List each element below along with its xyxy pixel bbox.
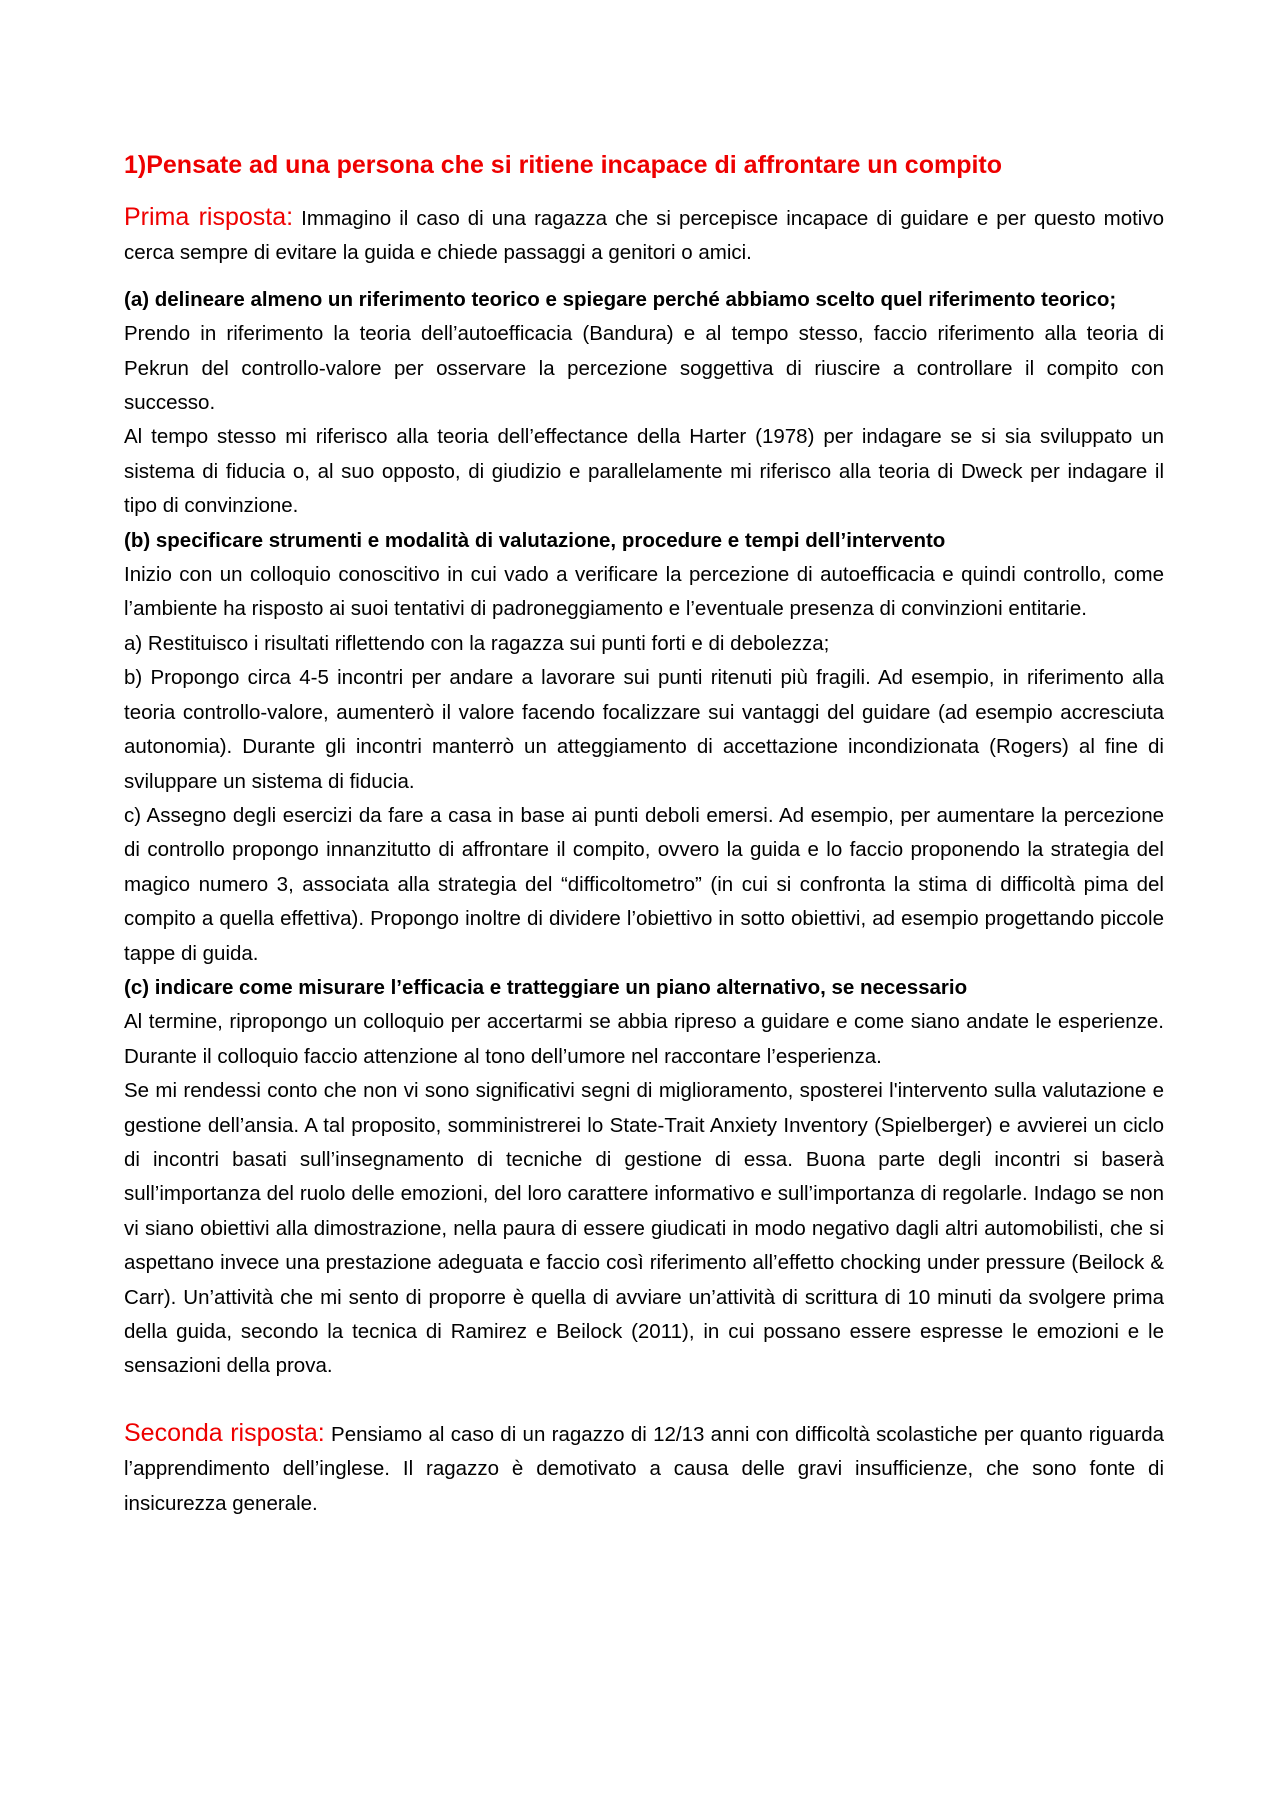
- first-answer-label: Prima risposta:: [124, 203, 294, 231]
- section-c-heading: (c) indicare come misurare l’efficacia e tratteggiare un piano alternativo, se necessario: [124, 975, 968, 999]
- section-a-heading: (a) delineare almeno un riferimento teorico e spiegare perché abbiamo scelto quel riferimento teorico;: [124, 287, 1117, 311]
- section-b-item-b: b) Propongo circa 4-5 incontri per andare a lavorare sui punti ritenuti più fragili. Ad esempio, in riferimento alla teoria controllo-valore, aumenterò il valore facendo focalizzare sui vantaggi del guidare (ad esempio accresciuta autonomia). Durante gli incontri manterrò un atteggiamento di accettazione incondizionata (Rogers) al fine di sviluppare un sistema di fiducia.: [124, 666, 1164, 793]
- first-answer-intro-text: Immagino il caso di una ragazza che si percepisce incapace di guidare e per questo motivo cerca sempre di evitare la guida e chiede passaggi a genitori o amici.: [124, 207, 1164, 265]
- section-a-paragraph-1: Prendo in riferimento la teoria dell’autoefficacia (Bandura) e al tempo stesso, faccio riferimento alla teoria di Pekrun del controllo-valore per osservare la percezione soggettiva di riuscire a controllare il compito con successo.: [124, 322, 1164, 415]
- second-answer-intro-text: Pensiamo al caso di un ragazzo di 12/13 anni con difficoltà scolastiche per quanto riguarda l’apprendimento dell’inglese. Il ragazzo è demotivato a causa delle gravi insufficienze, che sono fonte di insicurezza generale.: [124, 1422, 1164, 1515]
- question-title: 1)Pensate ad una persona che si ritiene incapace di affrontare un compito: [124, 151, 1003, 179]
- document-page: [124, 150, 1164, 1521]
- section-b-paragraph-1: Inizio con un colloquio conoscitivo in cui vado a verificare la percezione di autoefficacia e quindi controllo, come l’ambiente ha risposto ai suoi tentativi di padroneggiamento e l’eventuale presenza di convinzioni entitarie.: [124, 563, 1164, 621]
- section-a-paragraph-2: Al tempo stesso mi riferisco alla teoria dell’effectance della Harter (1978) per indagare se si sia sviluppato un sistema di fiducia o, al suo opposto, di giudizio e parallelamente mi riferisco alla teoria di Dweck per indagare il tipo di convinzione.: [124, 425, 1164, 518]
- second-answer-label: Seconda risposta:: [124, 1418, 325, 1447]
- second-answer-intro: [124, 1416, 1164, 1521]
- section-c-paragraph-2: Se mi rendessi conto che non vi sono significativi segni di miglioramento, sposterei l'intervento sulla valutazione e gestione dell’ansia. A tal proposito, somministrerei lo State-Trait Anxiety Inventory (Spielberger) e avvierei un ciclo di incontri basati sull’insegnamento di tecniche di gestione di essa. Buona parte degli incontri si baserà sull’importanza del ruolo delle emozioni, del loro carattere informativo e sull’importanza di regolarle. Indago se non vi siano obiettivi alla dimostrazione, nella paura di essere giudicati in modo negativo dagli altri automobilisti, che si aspettano invece una prestazione adeguata e faccio così riferimento all’effetto chocking under pressure (Beilock & Carr). Un’attività che mi sento di proporre è quella di avviare un’attività di scrittura di 10 minuti da svolgere prima della guida, secondo la tecnica di Ramirez e Beilock (2011), in cui possano essere espresse le emozioni e le sensazioni della prova.: [124, 1079, 1164, 1378]
- section-b-item-c: c) Assegno degli esercizi da fare a casa in base ai punti deboli emersi. Ad esempio, per aumentare la percezione di controllo propongo innanzitutto di affrontare il compito, ovvero la guida e lo faccio proponendo la strategia del magico numero 3, associata alla strategia del “difficoltometro” (in cui si confronta la stima di difficoltà pima del compito a quella effettiva). Propongo inoltre di dividere l’obiettivo in sotto obiettivi, ad esempio progettando piccole tappe di guida.: [124, 803, 1164, 965]
- section-b-heading: (b) specificare strumenti e modalità di valutazione, procedure e tempi dell’intervento: [124, 528, 946, 552]
- section-c-paragraph-1: Al termine, ripropongo un colloquio per accertarmi se abbia ripreso a guidare e come siano andate le esperienze. Durante il colloquio faccio attenzione al tono dell’umore nel raccontare l’esperienza.: [124, 1010, 1164, 1068]
- section-b-item-a: a) Restituisco i risultati riflettendo con la ragazza sui punti forti e di debolezza;: [124, 631, 830, 655]
- first-answer-intro: [124, 200, 1164, 271]
